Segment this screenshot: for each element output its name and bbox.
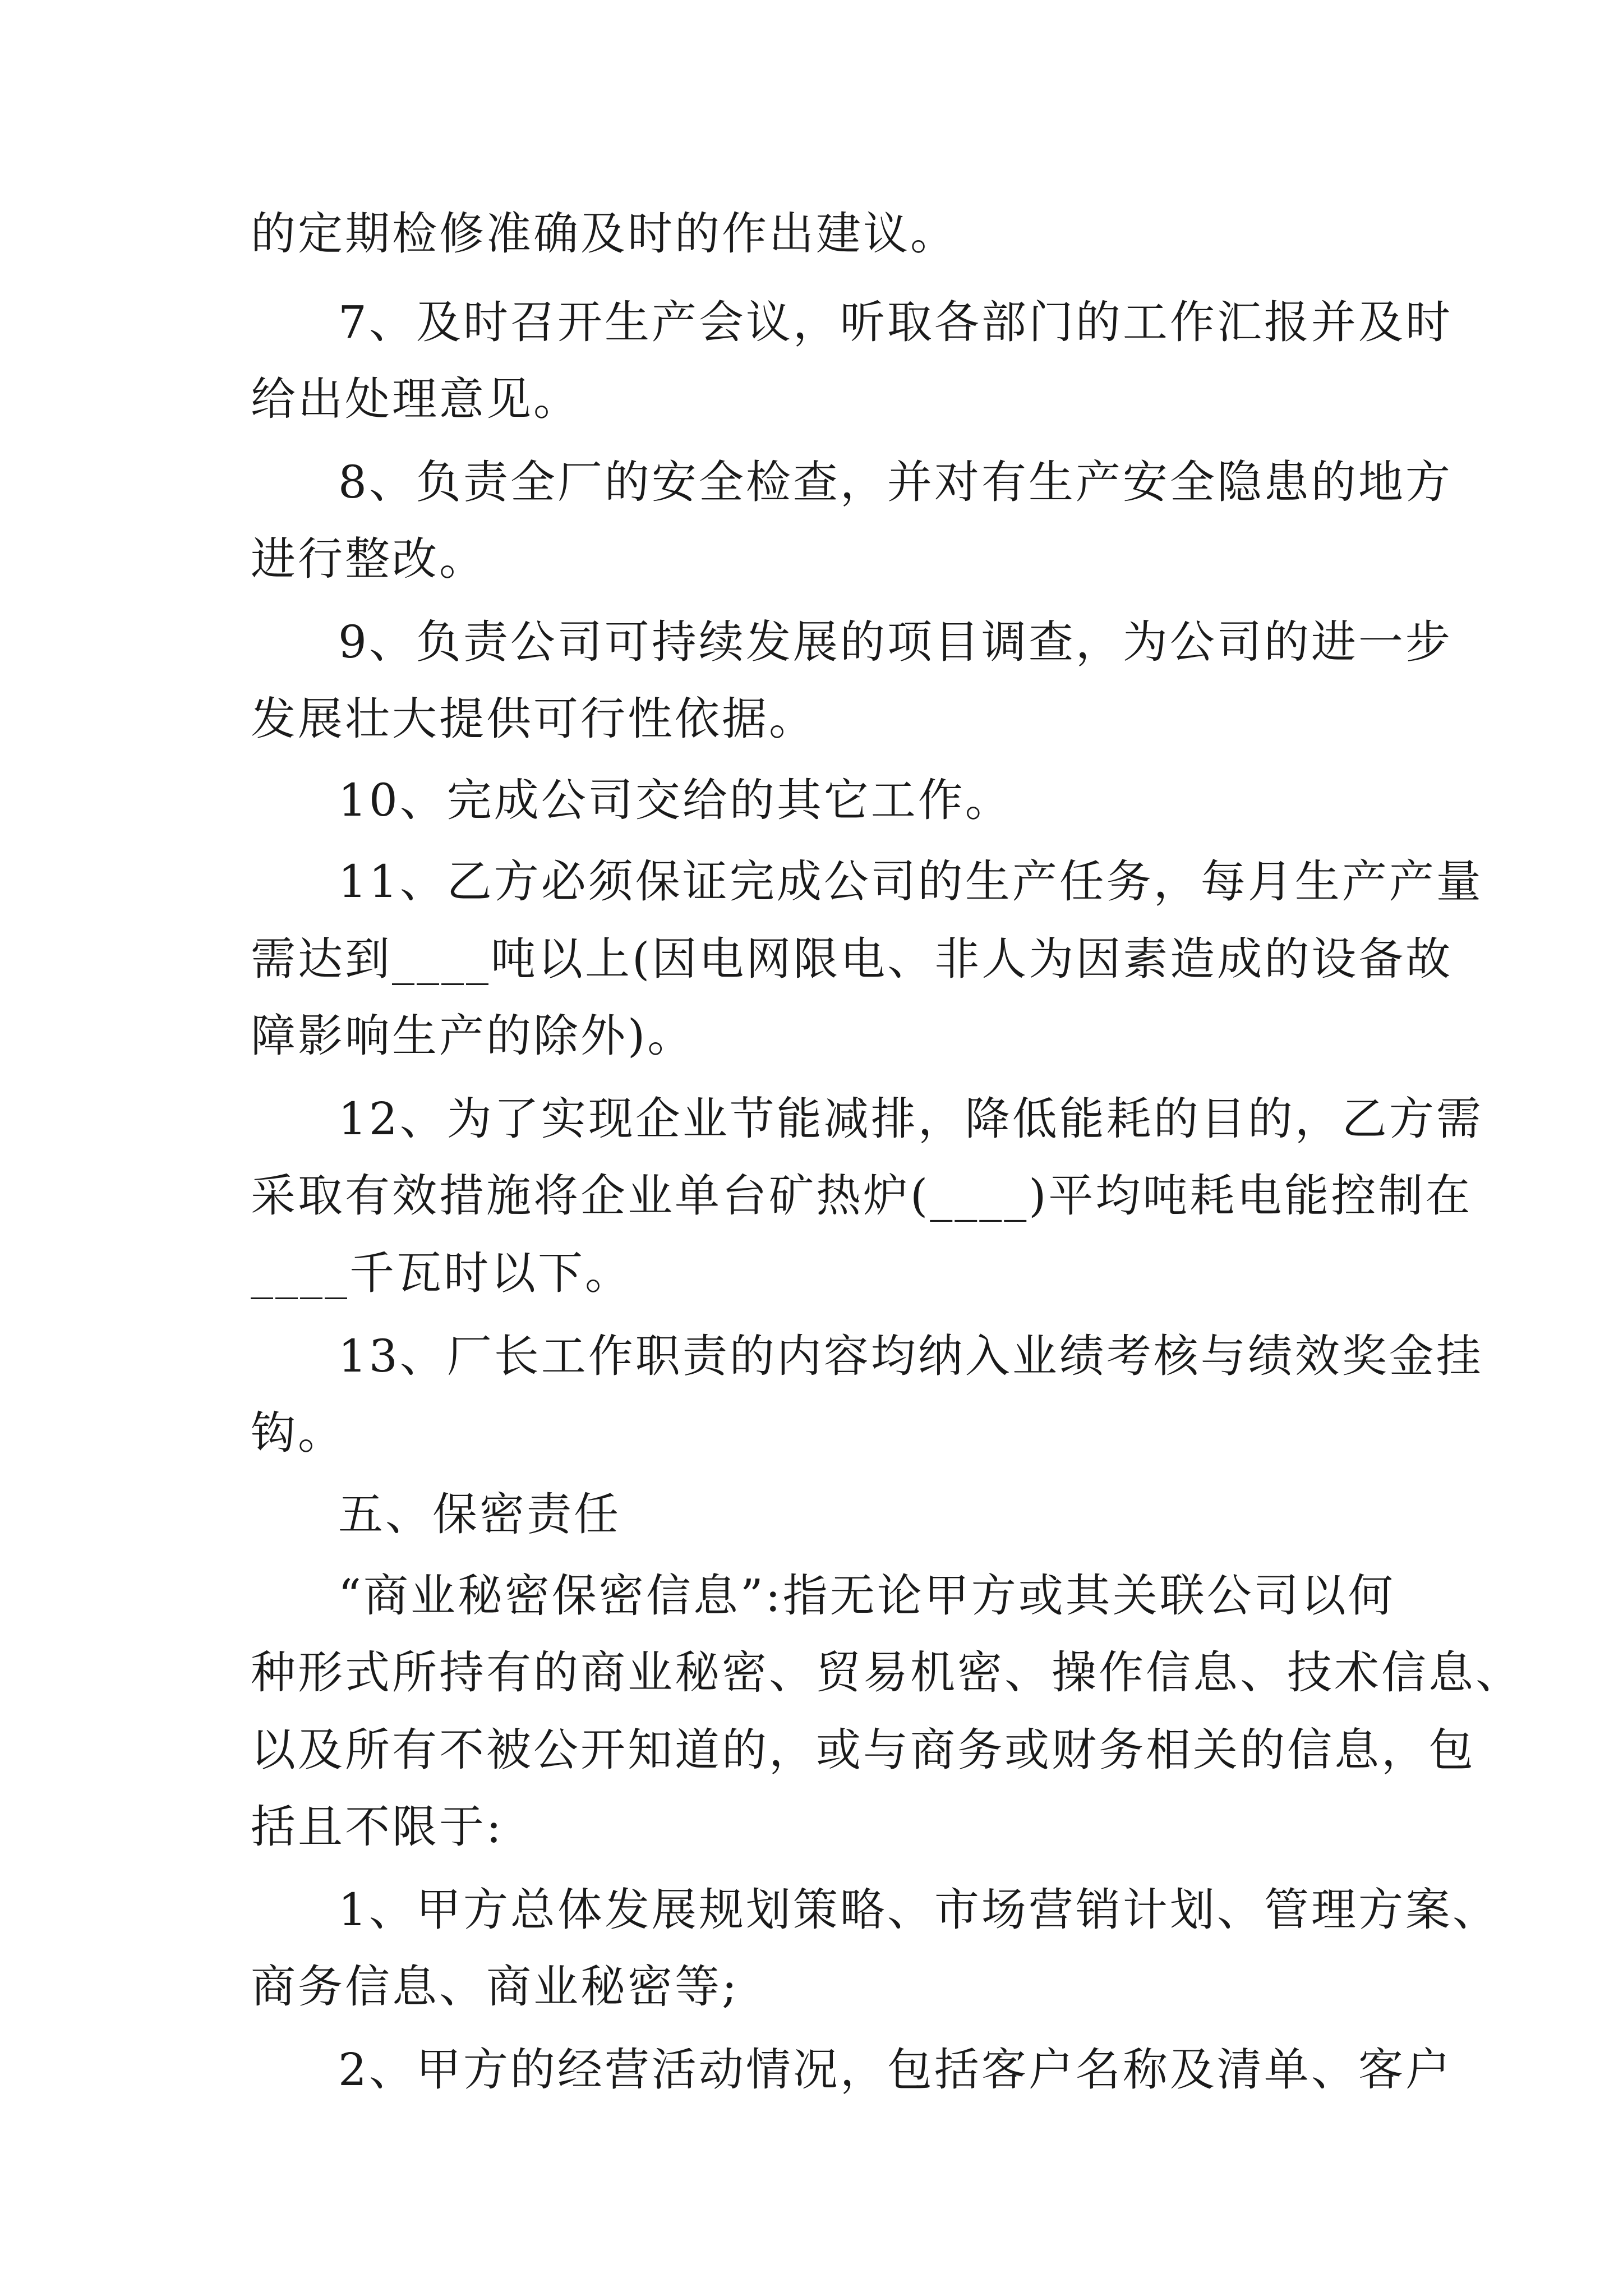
text-line: 给出处理意见。 <box>251 373 580 425</box>
text-line: 9、负责公司可持续发展的项目调查，为公司的进一步 <box>338 616 1453 668</box>
text-line: 钩。 <box>251 1407 345 1459</box>
text-line: 11、乙方必须保证完成公司的生产任务，每月生产产量 <box>338 855 1483 908</box>
section-heading: 五、保密责任 <box>338 1488 621 1540</box>
text-line: 种形式所持有的商业秘密、贸易机密、操作信息、技术信息、 <box>251 1646 1523 1699</box>
text-line: 8、负责全厂的安全检查，并对有生产安全隐患的地方 <box>338 456 1453 508</box>
text-line: 采取有效措施将企业单台矿热炉(____)平均吨耗电能控制在 <box>251 1170 1473 1222</box>
text-line: 10、完成公司交给的其它工作。 <box>338 774 1012 826</box>
text-line: 发展壮大提供可行性依据。 <box>251 693 816 745</box>
text-line: ____千瓦时以下。 <box>251 1247 632 1299</box>
text-line: 2、甲方的经营活动情况，包括客户名称及清单、客户 <box>338 2044 1453 2096</box>
text-line: 商务信息、商业秘密等; <box>251 1961 739 2013</box>
text-line: 1、甲方总体发展规划策略、市场营销计划、管理方案、 <box>338 1884 1500 1936</box>
text-line: 进行整改。 <box>251 533 486 585</box>
text-line: 需达到____吨以上(因电网限电、非人为因素造成的设备故 <box>251 933 1453 985</box>
text-line: “商业秘密保密信息”:指无论甲方或其关联公司以何 <box>338 1570 1395 1622</box>
text-line: 以及所有不被公开知道的，或与商务或财务相关的信息，包 <box>251 1724 1476 1776</box>
text-line: 障影响生产的除外)。 <box>251 1010 695 1062</box>
text-line: 括且不限于: <box>251 1801 504 1853</box>
text-line: 12、为了实现企业节能减排，降低能耗的目的，乙方需 <box>338 1093 1483 1145</box>
text-line: 13、厂长工作职责的内容均纳入业绩考核与绩效奖金挂 <box>338 1330 1483 1382</box>
text-line: 的定期检修准确及时的作出建议。 <box>251 208 957 260</box>
text-line: 7、及时召开生产会议，听取各部门的工作汇报并及时 <box>338 296 1453 348</box>
